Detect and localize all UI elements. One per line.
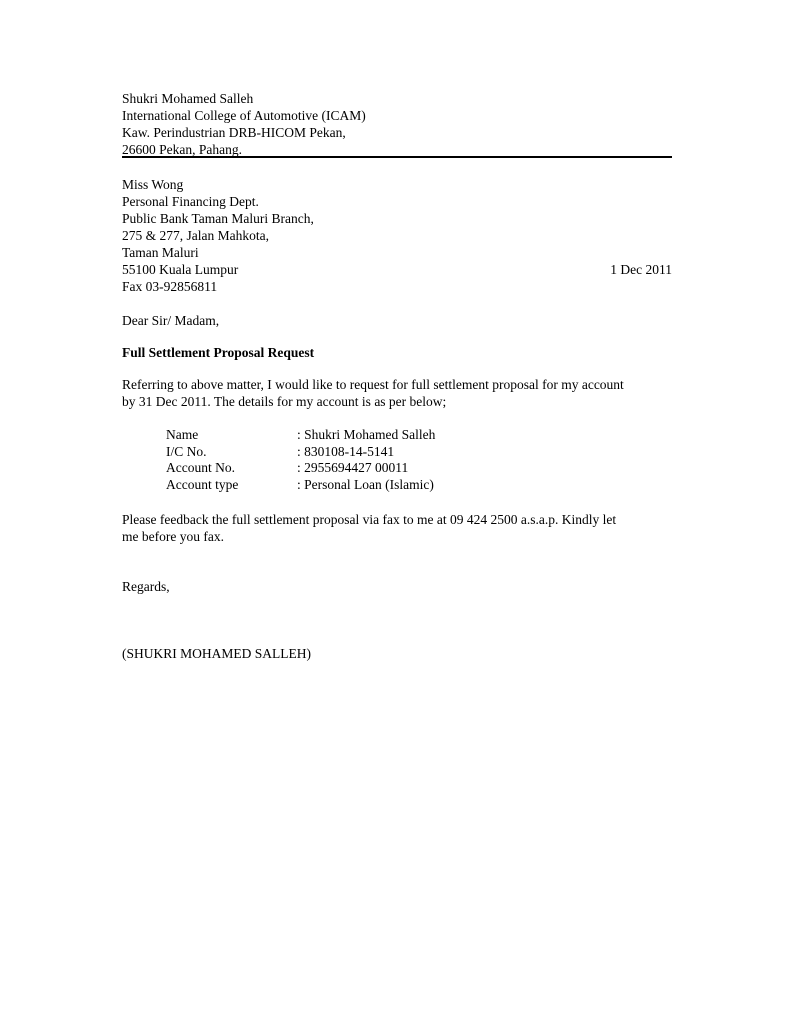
sender-address-line: 26600 Pekan, Pahang. — [122, 142, 242, 157]
sender-address-line: Kaw. Perindustrian DRB-HICOM Pekan, — [122, 125, 346, 140]
recipient-postcode-row — [122, 261, 672, 278]
sender-organization: International College of Automotive (ICAM) — [122, 108, 366, 123]
detail-label: I/C No. — [166, 443, 207, 459]
signature-name: (SHUKRI MOHAMED SALLEH) — [122, 646, 311, 661]
sender-name: Shukri Mohamed Salleh — [122, 91, 254, 106]
detail-label: Name — [166, 427, 199, 442]
recipient-branch: Public Bank Taman Maluri Branch, — [122, 211, 314, 226]
recipient-name: Miss Wong — [122, 177, 184, 192]
closing: Regards, — [122, 579, 170, 594]
paragraph-line: Referring to above matter, I would like to request for full settlement proposal for my account — [122, 377, 624, 392]
detail-value: : Shukri Mohamed Salleh — [297, 427, 436, 442]
paragraph-line: by 31 Dec 2011. The details for my account is as per below; — [122, 394, 447, 409]
paragraph-line: me before you fax. — [122, 529, 224, 544]
detail-row — [166, 477, 586, 494]
header-divider — [122, 156, 672, 158]
recipient-fax: Fax 03-92856811 — [122, 279, 218, 294]
salutation: Dear Sir/ Madam, — [122, 313, 220, 328]
paragraph-line: Please feedback the full settlement proposal via fax to me at 09 424 2500 a.s.a.p. Kindly let — [122, 512, 617, 527]
detail-value: : 830108-14-5141 — [297, 443, 395, 459]
recipient-address-line: Taman Maluri — [122, 245, 199, 260]
detail-value: : 2955694427 00011 — [297, 460, 409, 475]
recipient-address-line: 275 & 277, Jalan Mahkota, — [122, 228, 269, 243]
account-details — [166, 427, 586, 493]
detail-value: : Personal Loan (Islamic) — [297, 476, 434, 492]
sender-address — [122, 90, 672, 158]
body-paragraph-request — [122, 376, 672, 410]
subject-heading: Full Settlement Proposal Request — [122, 345, 315, 360]
recipient-postcode: 55100 Kuala Lumpur — [122, 262, 239, 277]
detail-row — [166, 444, 586, 461]
detail-row — [166, 427, 586, 444]
detail-row — [166, 460, 586, 477]
detail-label: Account No. — [166, 460, 235, 475]
detail-label: Account type — [166, 476, 239, 492]
recipient-address — [122, 176, 672, 295]
recipient-department: Personal Financing Dept. — [122, 194, 259, 209]
body-paragraph-feedback — [122, 511, 672, 545]
letter-date: 1 Dec 2011 — [610, 262, 672, 277]
